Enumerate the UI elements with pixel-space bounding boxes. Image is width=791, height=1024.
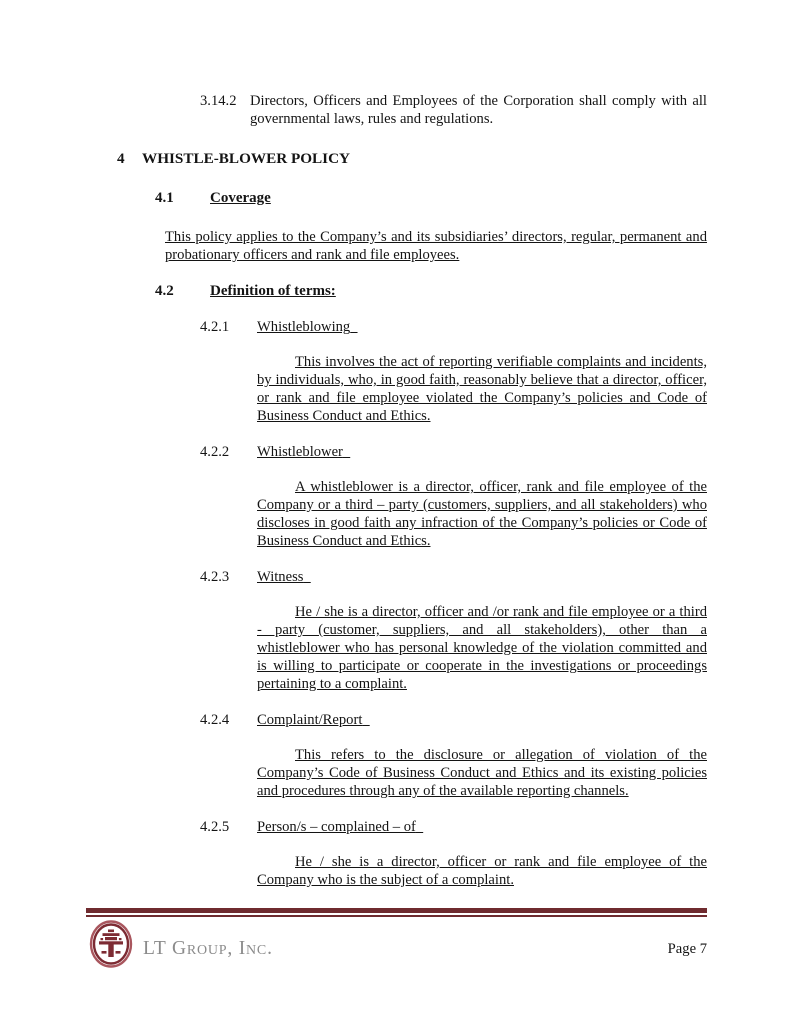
document-content: [0, 92, 791, 889]
definition-number: 4.2.5: [200, 819, 230, 835]
definition-term-whistleblowing: [200, 318, 707, 336]
definition-term-whistleblower: [200, 443, 707, 461]
heading-number: 4: [117, 150, 125, 167]
company-brand: [88, 919, 273, 974]
definition-body: This refers to the disclosure or allegation of violation of the Company’s Code of Business Conduct and Ethics and its existing policies and procedures through any of the available reporting channels.: [257, 747, 707, 799]
subheading-number: 4.1: [155, 190, 174, 206]
clause-number: 3.14.2: [200, 93, 237, 109]
heading-whistle-blower-policy: [117, 150, 707, 168]
definition-term-complaint-report: [200, 711, 707, 729]
definition-body: This involves the act of reporting verifiable complaints and incidents, by individuals, who, in good faith, reasonably believe that a director, officer, or rank and file employee violated the Company’s policies and Code of Business Conduct and Ethics.: [257, 354, 707, 424]
definition-term-label: Witness: [257, 569, 304, 585]
definition-body: He / she is a director, officer or rank and file employee of the Company who is the subject of a complaint.: [257, 854, 707, 888]
heading-title: WHISTLE-BLOWER POLICY: [142, 150, 351, 167]
subheading-label: Definition of terms:: [210, 283, 336, 299]
clause-3-14-2: [200, 92, 707, 128]
definition-term-label: Person/s – complained – of: [257, 819, 416, 835]
definition-number: 4.2.1: [200, 319, 230, 335]
definition-term-label: Complaint/Report: [257, 712, 363, 728]
lt-group-logo-icon: [88, 919, 134, 974]
subheading-definition-of-terms: [155, 282, 707, 300]
clause-text: Directors, Officers and Employees of the Corporation shall comply with all governmental laws, rules and regulations.: [250, 93, 707, 127]
definition-term-persons-complained-of: [200, 818, 707, 836]
coverage-paragraph: This policy applies to the Company’s and its subsidiaries’ directors, regular, permanent and probationary officers and rank and file employees.: [165, 229, 707, 263]
definition-body: He / she is a director, officer and /or rank and file employee or a third - party (customer, suppliers, and all stakeholders), other than a whistleblower who has personal knowledge of the violation committed and is willing to participate or cooperate in the investigations or proceedings pertaining to a complaint.: [257, 604, 707, 692]
company-name: LT Group, Inc.: [143, 937, 273, 959]
definition-number: 4.2.2: [200, 444, 230, 460]
subheading-coverage: [155, 189, 707, 207]
footer-divider: [86, 908, 707, 917]
definition-term-witness: [200, 568, 707, 586]
definition-term-label: Whistleblowing: [257, 319, 351, 335]
page-number: Page 7: [667, 941, 707, 957]
subheading-label: Coverage: [210, 190, 271, 206]
definition-number: 4.2.3: [200, 569, 230, 585]
definition-number: 4.2.4: [200, 712, 230, 728]
definition-term-label: Whistleblower: [257, 444, 343, 460]
definition-body: A whistleblower is a director, officer, rank and file employee of the Company or a third – party (customers, suppliers, and all stakeholders) who discloses in good faith any infraction of the Company’s policies or Code of Business Conduct and Ethics.: [257, 479, 707, 549]
subheading-number: 4.2: [155, 283, 174, 299]
